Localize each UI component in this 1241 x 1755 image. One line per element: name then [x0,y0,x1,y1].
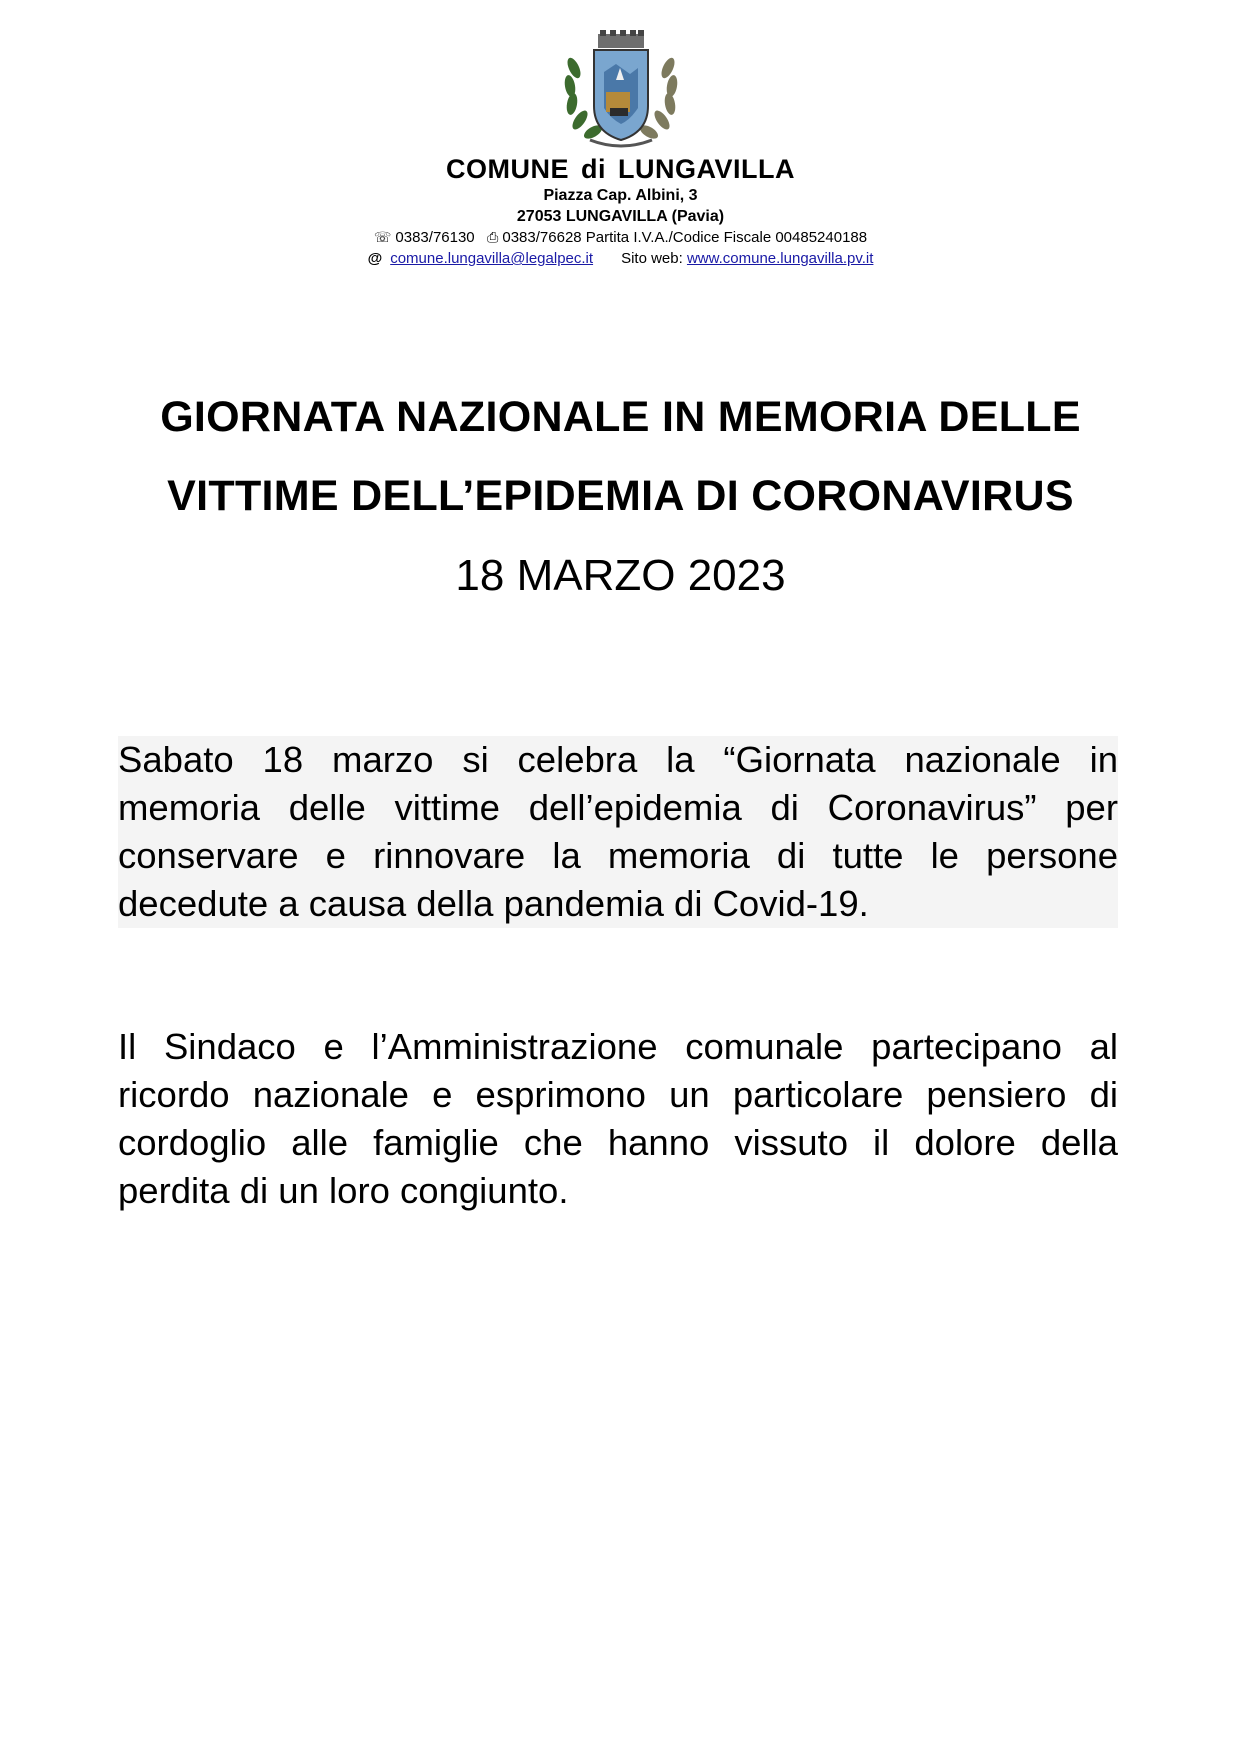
body-paragraph-2: Il Sindaco e l’Amministrazione comunale partecipano al ricordo nazionale e esprimono un particolare pensiero di cordoglio alle famiglie che hanno vissuto il dolore della perdita di un loro congiunto. [118,1026,1118,1211]
fax-number: 0383/76628 [502,229,582,246]
address-line-1: Piazza Cap. Albini, 3 [543,187,698,204]
tax-info: Partita I.V.A./Codice Fiscale 00485240188 [585,229,868,246]
org-name: COMUNE di LUNGAVILLA [446,154,795,184]
municipal-crest [560,28,682,156]
title-line-2: VITTIME DELL’EPIDEMIA DI CORONAVIRUS [167,472,1074,520]
at-icon: @ [367,250,383,267]
body-paragraph-1: Sabato 18 marzo si celebra la “Giornata nazionale in memoria delle vittime dell’epidemia di Coronavirus” per conservare e rinnovare la memoria di tutte le persone decedute a causa della pandemia di Covid-19. [118,736,1118,928]
event-date: 18 MARZO 2023 [455,551,786,600]
contact-line [0,229,1241,246]
fax-icon: ⎙ [487,229,499,245]
web-contact-line [0,250,1241,267]
website-link[interactable]: www.comune.lungavilla.pv.it [686,250,874,267]
title-line-1: GIORNATA NAZIONALE IN MEMORIA DELLE [160,393,1081,441]
phone-number: 0383/76130 [395,229,475,246]
website-label: Sito web: [621,250,683,267]
email-link[interactable]: comune.lungavilla@legalpec.it [390,250,594,267]
telephone-icon: ☏ [373,229,392,245]
address-line-2: 27053 LUNGAVILLA (Pavia) [516,208,725,225]
